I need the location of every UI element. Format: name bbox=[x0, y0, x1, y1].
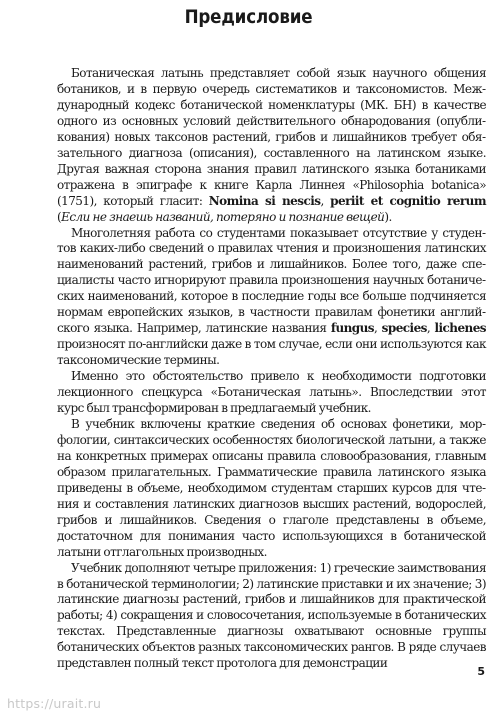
text-run: произносят по-английски даже в том случае, если они используются как таксономические термины. bbox=[57, 337, 486, 368]
bold-text: lichenes bbox=[434, 321, 487, 336]
text-run: , bbox=[426, 321, 435, 336]
text-run: В учебник включены краткие сведения об основах фонетики, морфологии, синтаксических особенностях биологической латыни, а также на конкретных примерах описаны правила словообразования, главным образом прилагательных. Грамматические правила латинского языка приведены в объеме, необходимом студентам старших курсов для чтения и составления латинских диагнозов высших растений, водорослей, грибов и лишайников. Сведения о глаголе представлены в объеме, достаточном для понимания часто использующихся в ботанической латыни отглагольных производных. bbox=[57, 416, 486, 559]
text-run: Учебник дополняют четыре приложения: 1) греческие заимствования в ботанической терминологии; 2) латинские приставки и их значение; 3) латинские диагнозы растений, грибов и лишайников для практической работы; 4) сокращения и словосочетания, используемые в ботанических текстах. Представленные диагнозы охватывают основные группы ботанических объектов разных таксономических рангов. В ряде случаев представлен полный текст протолога для демонстрации bbox=[57, 560, 486, 671]
text-run: ). bbox=[384, 209, 392, 224]
text-run: , bbox=[320, 193, 331, 208]
bold-text: species bbox=[381, 321, 427, 336]
bold-text: periit et cognitio rerum bbox=[330, 193, 486, 208]
bold-text: Nomina si nescis bbox=[208, 193, 321, 208]
bold-text: fungus bbox=[330, 321, 375, 336]
text-run: Ботаническая латынь представляет собой язык научного общения ботаников, и в первую очередь систематиков и таксономистов. Международный кодекс ботанической номенклатуры (МК. БН) в качестве одного из основных условий действительного обнародования (опубликования) новых таксонов растений, грибов и лишайников требует обязательного диагноза (описания), составленного на латинском языке. Другая важная сторона знания правил латинского языка ботаниками отражена в эпиграфе к книге Карла Линнея «Philosophia botanica» (1751), который гласит: bbox=[57, 66, 486, 208]
body-text bbox=[57, 66, 486, 672]
italic-text: Если не знаешь названий, потеряно и познание вещей bbox=[61, 209, 385, 224]
text-run: , bbox=[374, 321, 382, 336]
page-title: Предисловие bbox=[184, 6, 313, 28]
text-run: ( bbox=[57, 209, 62, 224]
paragraph bbox=[57, 66, 486, 226]
source-watermark: https://urait.ru bbox=[7, 696, 102, 711]
paragraph bbox=[57, 369, 486, 417]
paragraph bbox=[57, 561, 486, 673]
page-number: 5 bbox=[477, 665, 485, 678]
paragraph bbox=[57, 417, 486, 561]
paragraph bbox=[57, 226, 486, 370]
text-run: Именно это обстоятельство привело к необходимости подготовки лекционного спецкурса «Ботаническая латынь». Впоследствии этот курс был трансформирован в предлагаемый учебник. bbox=[57, 369, 486, 416]
text-run: Многолетняя работа со студентами показывает отсутствие у студентов каких-либо сведений о правилах чтения и произношения латинских наименований растений, грибов и лишайников. Более того, даже специалисты часто игнорируют правила произношения научных ботанических наименований, которое в последние годы все больше подчиняется нормам европейских языков, в частности правилам фонетики английского языка. Например, латинские названия bbox=[57, 225, 486, 336]
